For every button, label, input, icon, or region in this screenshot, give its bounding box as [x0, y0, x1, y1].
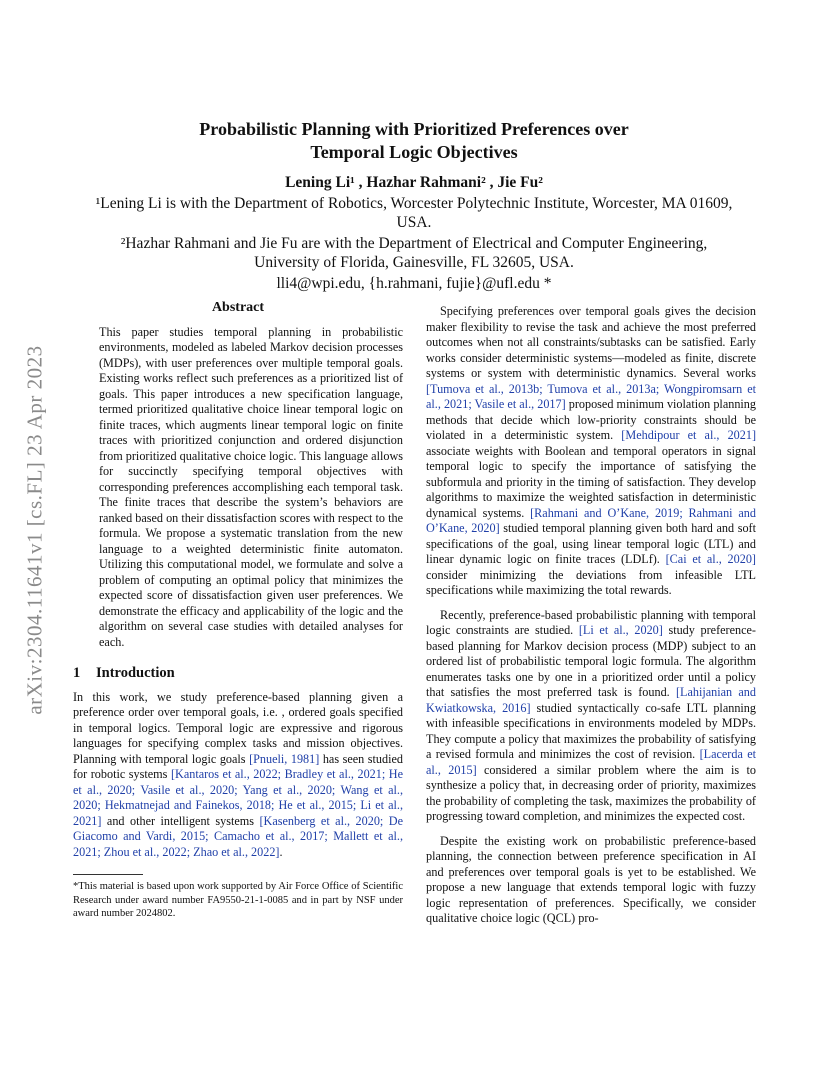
arxiv-sidebar — [20, 290, 50, 770]
citation-link[interactable]: [Tumova et al., 2013b; Tumova et al., 2013a; Wongpiromsarn et al., 2021; Vasile et al., 2017] — [426, 381, 756, 411]
funding-footnote: *This material is based upon work supported by Air Force Office of Scientific Research under award number FA9550-21-1-0085 and in part by NSF under award number 2024802. — [73, 881, 403, 919]
citation-link[interactable]: [Lacerda et al., 2015] — [426, 747, 756, 777]
citation-link[interactable]: [Pnueli, 1981] — [249, 751, 320, 766]
section-title: Introduction — [96, 665, 175, 681]
affiliation-2-line-1: ²Hazhar Rahmani and Jie Fu are with the Department of Electrical and Computer Engineering, — [120, 235, 708, 252]
body-text: associate weights with Boolean and temporal operators in signal temporal logic to specify the importance of satisfying the subformula and priority in the timing of satisfaction. They develop algorithms to maximize the weighted satisfaction in deterministic dynamical systems. — [426, 443, 756, 520]
affiliation-1-line-1: ¹Lening Li is with the Department of Robotics, Worcester Polytechnic Institute, Worcester, MA 01609, — [95, 195, 733, 212]
body-paragraph-2 — [426, 304, 756, 599]
body-paragraph-3 — [426, 608, 756, 825]
section-heading-introduction — [73, 666, 403, 682]
body-text: considered a similar problem where the aim is to synthesize a policy that, in decreasing order of priority, maximizes the probability of completing the task, maximizes the probability of progressing toward completion, and minimizes the expected cost. — [426, 762, 756, 823]
body-text: studied syntactically co-safe LTL planning with infeasible specifications in environments modeled by MDPs. They compute a policy that maximizes the probability of satisfying a revised formula and minimizes the cost of revision. — [426, 700, 756, 761]
arxiv-identifier: arXiv:2304.11641v1 [cs.FL] 23 Apr 2023 — [22, 345, 47, 715]
intro-text: In this work, we study preference-based planning given a preference order over temporal goals, i.e. , ordered goals specified in temporal logics. Temporal logic are expressive and rigorous languages for specifying complex tasks and mission objectives. Planning with temporal logic goals — [73, 689, 403, 766]
title-block — [60, 118, 768, 293]
intro-text: and other intelligent systems — [101, 813, 260, 828]
citation-link[interactable]: [Li et al., 2020] — [578, 623, 663, 637]
affiliation-1 — [60, 194, 768, 232]
author-emails: lli4@wpi.edu, {h.rahmani, fujie}@ufl.edu * — [276, 275, 552, 292]
body-text: study preference-based planning for Markov decision process (MDP) subject to an ordered list of probabilistic temporal logic formula. The algorithm enumerates tasks one by one in a prioritized order until a policy that satisfies the most preferred task is found. — [426, 623, 756, 699]
body-paragraph-4: Despite the existing work on probabilistic preference-based planning, the connection between preference specification in AI and preferences over temporal goals is yet to be established. We propose a new language that extends temporal logic with fuzzy logic representation of preferences. Specifically, we consider qualitative choice logic (QCL) pro- — [426, 833, 756, 925]
author-list: Lening Li¹ , Hazhar Rahmani² , Jie Fu² — [285, 174, 543, 191]
title-line-1: Probabilistic Planning with Prioritized Preferences over — [199, 119, 629, 139]
abstract-heading: Abstract — [211, 300, 265, 315]
citation-link[interactable]: [Kantaros et al., 2022; Bradley et al., 2021; He et al., 2020; Vasile et al., 2020; Yang et al., 2020; Wang et al., 2020; Hekmatnejad and Fainekos, 2018; He et al., 2015; Li et al., 2021] — [73, 767, 403, 828]
affiliation-2-line-2: University of Florida, Gainesville, FL 32605, USA. — [254, 254, 574, 271]
citation-link[interactable]: [Lahijanian and Kwiatkowska, 2016] — [426, 685, 756, 715]
body-text: studied temporal planning given both hard and soft specifications of the goal, using linear temporal logic (LTL) and linear dynamic logic on finite traces (LDLf). — [426, 521, 756, 566]
intro-text: . — [279, 844, 283, 859]
title-line-2: Temporal Logic Objectives — [310, 142, 518, 162]
paper-title — [60, 118, 768, 164]
section-number: 1 — [73, 665, 81, 681]
abstract-body: This paper studies temporal planning in probabilistic environments, modeled as labeled Markov decision processes (MDPs), with user preferences over multiple temporal goals. Existing works reflect such preferences as a prioritized list of goals. This paper introduces a new specification language, termed prioritized qualitative choice linear temporal logic on finite traces, which augments linear temporal logic on finite traces with prioritized conjunction and ordered disjunction from prioritized qualitative choice logic. This language allows for succinctly specifying temporal objectives with corresponding preferences accomplishing each temporal task. The finite traces that describe the system’s behaviors are ranked based on their dissatisfaction scores with respect to the formula. We propose a systematic translation from the new language to a weighted deterministic finite automaton. Utilizing this computational model, we formulate and solve a problem of computing an optimal policy that minimizes the expected score of dissatisfaction given user preferences. We demonstrate the efficacy and applicability of the logic and the algorithm on several case studies with detailed analyses for each. — [99, 324, 403, 649]
citation-link[interactable]: [Mehdipour et al., 2021] — [621, 428, 756, 442]
citation-link[interactable]: [Cai et al., 2020] — [665, 552, 756, 566]
footnote-rule — [73, 874, 143, 875]
body-text: Recently, preference-based probabilistic planning with temporal logic constraints are studied. — [426, 607, 756, 637]
affiliation-2 — [60, 234, 768, 272]
left-column — [73, 300, 403, 921]
body-text: Specifying preferences over temporal goals gives the decision maker flexibility to revise the task and achieve the most preferred outcomes when not all constraints/subtasks can be satisfied. Early works consider deterministic systems—modeled as finite, discrete systems or system with deterministic dynamics. Several works — [426, 304, 756, 380]
body-text: proposed minimum violation planning methods that decide which low-priority constraints should be violated in a deterministic system. — [426, 397, 756, 442]
intro-paragraph-1 — [73, 690, 403, 861]
body-text: consider minimizing the deviations from infeasible LTL specifications while maximizing the total rewards. — [426, 567, 756, 597]
right-column — [426, 304, 756, 927]
intro-text: has seen studied for robotic systems — [73, 751, 403, 781]
citation-link[interactable]: [Kasenberg et al., 2020; De Giacomo and Vardi, 2015; Camacho et al., 2017; Mallett et al., 2021; Zhou et al., 2022; Zhao et al., 2022] — [73, 813, 404, 859]
citation-link[interactable]: [Rahmani and O’Kane, 2019; Rahmani and O’Kane, 2020] — [426, 505, 756, 535]
affiliation-1-line-2: USA. — [396, 214, 432, 231]
